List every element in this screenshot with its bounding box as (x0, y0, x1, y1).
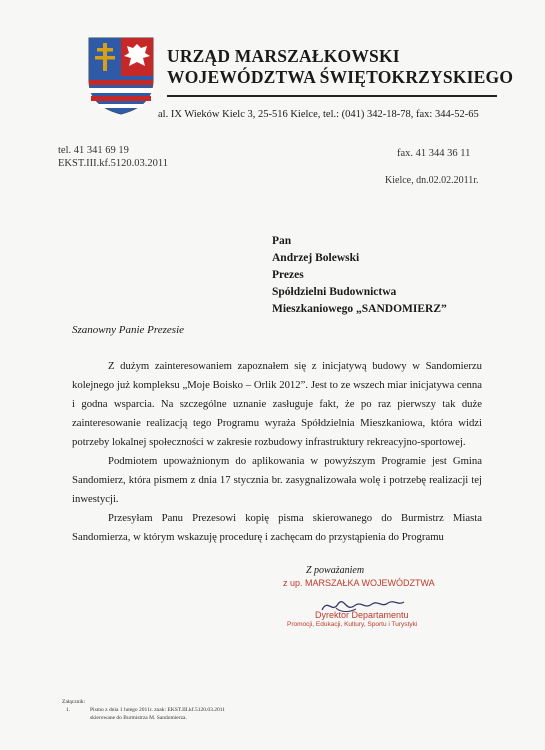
reference-number: EKST.III.kf.5120.03.2011 (58, 158, 168, 169)
telephone-number: tel. 41 341 69 19 (58, 145, 129, 156)
paragraph-2 (72, 452, 482, 509)
office-name-line2: WOJEWÓDZTWA ŚWIĘTOKRZYSKIEGO (167, 67, 514, 87)
stamp-director-title: Dyrektor Departamentu (315, 610, 409, 620)
header-divider (167, 95, 497, 97)
greeting: Szanowny Panie Prezesie (72, 324, 185, 336)
handwritten-signature (318, 594, 408, 618)
paragraph-3 (72, 509, 482, 547)
stamp-department: Promocji, Edukacji, Kultury, Sportu i Turystyki (287, 621, 418, 628)
recipient-salutation: Pan (272, 235, 292, 247)
attachment-line2: skierowane do Burmistrza M. Sandomierza. (90, 715, 187, 721)
recipient-organization-line2: Mieszkaniowego „SANDOMIERZ” (272, 303, 447, 315)
closing-phrase: Z poważaniem (306, 565, 365, 576)
recipient-title: Prezes (272, 269, 304, 281)
letter-date: Kielce, dn.02.02.2011r. (385, 175, 479, 186)
attachment-number: 1. (66, 707, 71, 713)
recipient-organization-line1: Spółdzielni Budownictwa (272, 286, 397, 298)
recipient-name: Andrzej Bolewski (272, 252, 360, 264)
attachment-line1: Pismo z dnia 1 lutego 2011r. znak: EKST.III.kf.5120.03.2011 (90, 707, 225, 713)
paragraph-3-text: Przesyłam Panu Prezesowi kopię pisma skierowanego do Burmistrz Miasta Sandomierza, w którym wskazuję procedurę i zachęcam do przystąpienia do Programu (72, 512, 482, 543)
attachment-label: Załącznik: (62, 699, 86, 705)
office-name-line1: URZĄD MARSZAŁKOWSKI (167, 46, 400, 66)
office-address: al. IX Wieków Kielc 3, 25-516 Kielce, tel.: (041) 342-18-78, fax: 344-52-65 (158, 109, 479, 120)
fax-number: fax. 41 344 36 11 (397, 148, 471, 159)
coat-of-arms-logo (87, 36, 155, 116)
stamp-authorization: z up. MARSZAŁKA WOJEWÓDZTWA (283, 578, 435, 588)
paragraph-2-text: Podmiotem upoważnionym do aplikowania w powyższym Programie jest Gmina Sandomierz, która pismem z dnia 17 stycznia br. zasygnalizowała wolę i potrzebę realizacji tej inwestycji. (72, 455, 482, 505)
paragraph-1-text: Z dużym zainteresowaniem zapoznałem się z inicjatywą budowy w Sandomierzu kolejnego już kompleksu „Moje Boisko – Orlik 2012”. Jest to ze wszech miar inicjatywa cenna i godna wsparcia. Na szczególne uznanie zasługuje fakt, że po raz pierwszy tak duże zainteresowanie realizacją tego Programu wyraża Spółdzielnia Mieszkaniowa, która widzi potrzeby lokalnej społeczności w zakresie rozbudowy infrastruktury rekreacyjno-sportowej. (72, 360, 482, 448)
paragraph-1 (72, 357, 482, 452)
